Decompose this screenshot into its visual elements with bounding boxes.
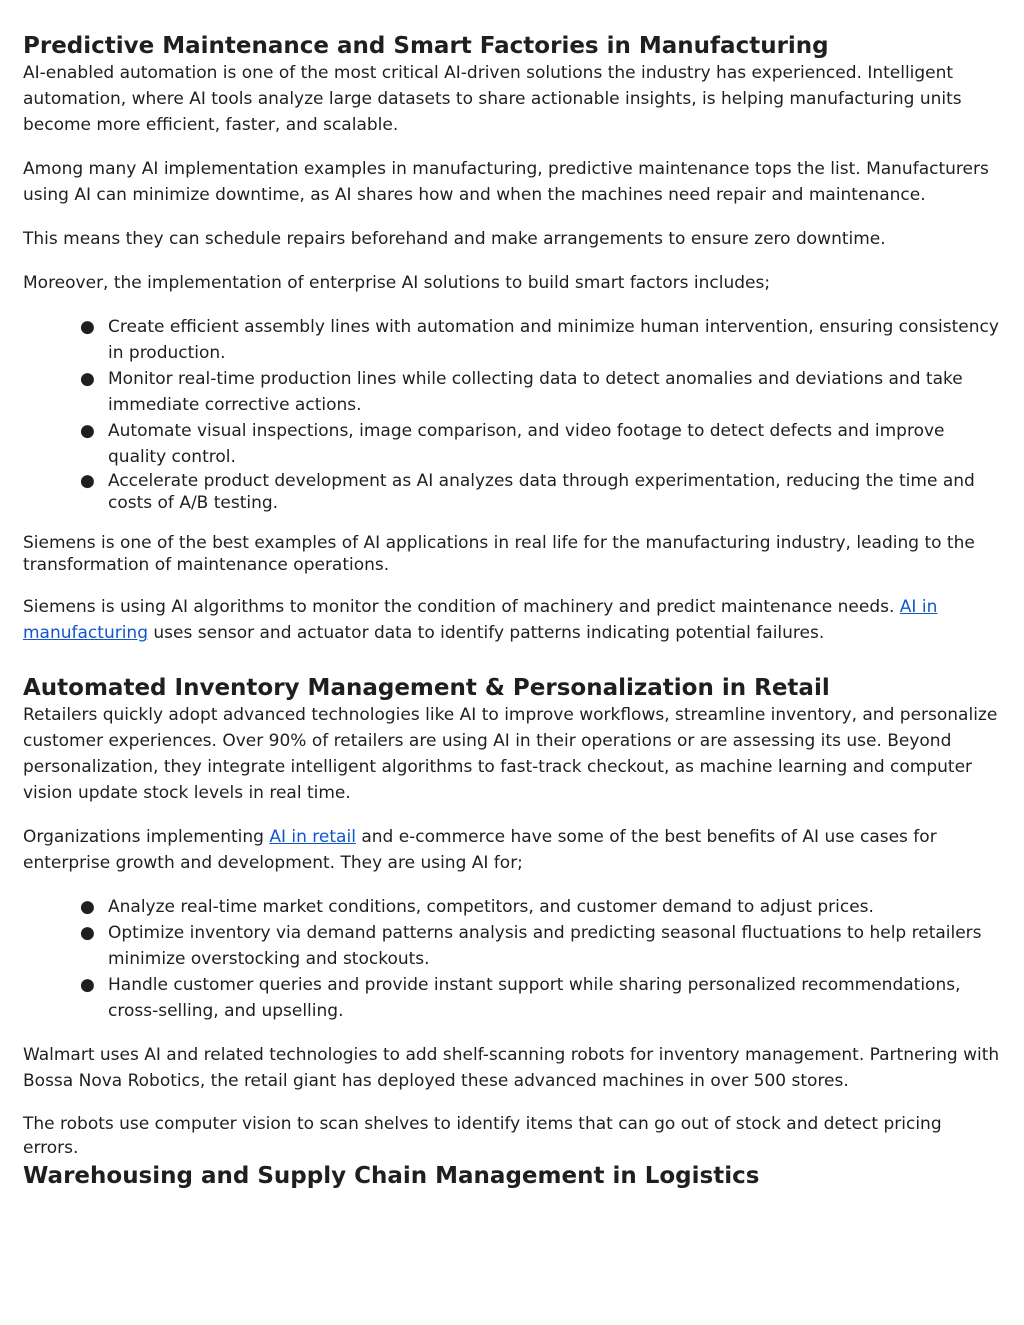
paragraph: The robots use computer vision to scan shelves to identify items that can go out of stock and detect pricing errors. xyxy=(23,1114,942,1158)
section-heading-manufacturing: Predictive Maintenance and Smart Factories in Manufacturing xyxy=(23,33,829,59)
bullet-list-manufacturing xyxy=(23,314,1002,514)
list-item: ● Create efficient assembly lines with automation and minimize human intervention, ensuring consistency in production. xyxy=(108,314,1002,366)
list-item: ● Optimize inventory via demand patterns analysis and predicting seasonal fluctuations to help retailers minimize overstocking and stockouts. xyxy=(108,920,1002,972)
paragraph: This means they can schedule repairs beforehand and make arrangements to ensure zero downtime. xyxy=(23,229,886,249)
list-item: ● Automate visual inspections, image comparison, and video footage to detect defects and improve quality control. xyxy=(108,418,1002,470)
paragraph: Walmart uses AI and related technologies to add shelf-scanning robots for inventory management. Partnering with Bossa Nova Robotics, the retail giant has deployed these advanced machines in over 500 stores. xyxy=(23,1045,1000,1091)
list-item: ● Analyze real-time market conditions, competitors, and customer demand to adjust prices. xyxy=(108,894,1002,920)
list-item: ● Monitor real-time production lines while collecting data to detect anomalies and deviations and take immediate corrective actions. xyxy=(108,366,1002,418)
list-item: ● Handle customer queries and provide instant support while sharing personalized recommendations, cross-selling, and upselling. xyxy=(108,972,1002,1024)
bullet-icon: ● xyxy=(80,421,95,441)
paragraph: Among many AI implementation examples in manufacturing, predictive maintenance tops the list. Manufacturers using AI can minimize downtime, as AI shares how and when the machines need repair and maintenance. xyxy=(23,159,989,205)
paragraph: Moreover, the implementation of enterprise AI solutions to build smart factors includes; xyxy=(23,273,771,293)
ai-in-retail-link[interactable]: AI in retail xyxy=(269,827,356,847)
paragraph-with-link: Siemens is using AI algorithms to monitor the condition of machinery and predict maintenance needs. AI in manufacturing uses sensor and actuator data to identify patterns indicating potential failures. xyxy=(23,597,938,643)
paragraph: Retailers quickly adopt advanced technologies like AI to improve workflows, streamline inventory, and personalize customer experiences. Over 90% of retailers are using AI in their operations or are assessing its use. Beyond personalization, they integrate intelligent algorithms to fast-track checkout, as machine learning and computer vision update stock levels in real time. xyxy=(23,705,998,803)
section-heading-logistics: Warehousing and Supply Chain Management in Logistics xyxy=(23,1163,760,1189)
bullet-icon: ● xyxy=(80,897,95,917)
paragraph-with-link: Organizations implementing AI in retail and e-commerce have some of the best benefits of AI use cases for enterprise growth and development. They are using AI for; xyxy=(23,827,937,873)
paragraph: Siemens is one of the best examples of AI applications in real life for the manufacturing industry, leading to the transformation of maintenance operations. xyxy=(23,533,975,575)
bullet-icon: ● xyxy=(80,923,95,943)
bullet-list-retail xyxy=(23,894,1002,1024)
paragraph: AI-enabled automation is one of the most critical AI-driven solutions the industry has experienced. Intelligent automation, where AI tools analyze large datasets to share actionable insights, is helping manufacturing units become more efficient, faster, and scalable. xyxy=(23,63,962,135)
bullet-icon: ● xyxy=(80,975,95,995)
bullet-icon: ● xyxy=(80,369,95,389)
bullet-icon: ● xyxy=(80,471,95,491)
ai-in-manufacturing-link[interactable]: AI in manufacturing xyxy=(23,597,938,643)
list-item: ● Accelerate product development as AI analyzes data through experimentation, reducing the time and costs of A/B testing. xyxy=(80,471,975,513)
bullet-icon: ● xyxy=(80,317,95,337)
section-heading-retail: Automated Inventory Management & Personalization in Retail xyxy=(23,675,830,701)
